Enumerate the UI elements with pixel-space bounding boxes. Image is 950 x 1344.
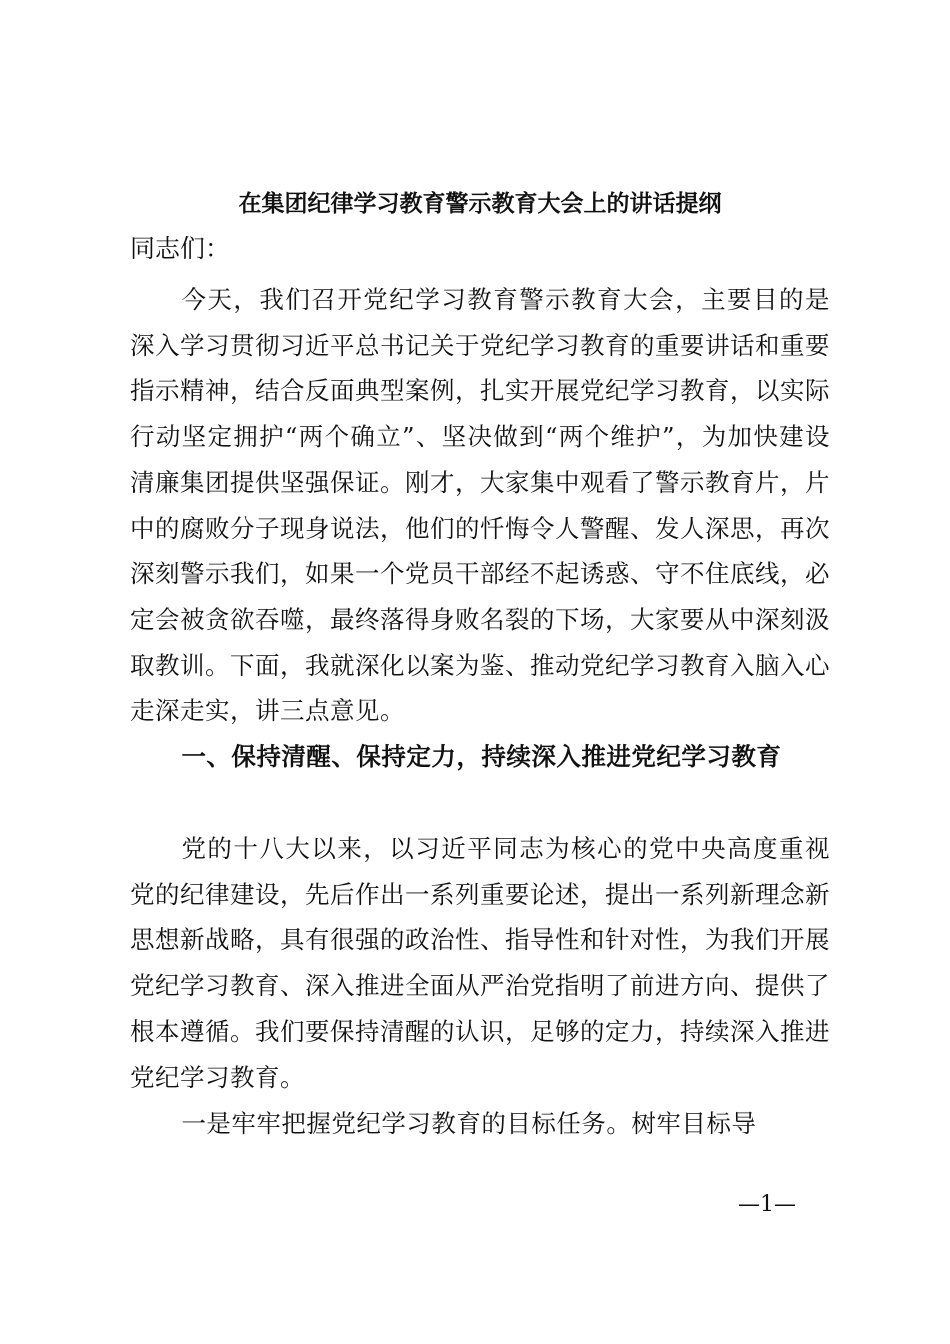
section-heading-one: 一、保持清醒、保持定力，持续深入推进党纪学习教育: [181, 742, 782, 771]
paragraph-point-one: 一是牢牢把握党纪学习教育的目标任务。树牢目标导: [181, 1109, 757, 1138]
paragraph-intro: 今天，我们召开党纪学习教育警示教育大会，主要目的是深入学习贯彻习近平总书记关于党纪学习教育的重要讲话和重要指示精神，结合反面典型案例，扎实开展党纪学习教育，以实际行动坚定拥护“两个确立”、坚决做到“两个维护”，为加快建设清廉集团提供坚强保证。刚才，大家集中观看了警示教育片，片中的腐败分子现身说法，他们的忏悔令人警醒、发人深思，再次深刻警示我们，如果一个党员干部经不起诱惑、守不住底线，必定会被贪欲吞噬，最终落得身败名裂的下场，大家要从中深刻汲取教训。下面，我就深化以案为鉴、推动党纪学习教育入脑入心走深走实，讲三点意见。: [130, 285, 830, 726]
page-number: —1—: [738, 1192, 796, 1217]
salutation: 同志们：: [130, 234, 231, 263]
paragraph-section-one: 党的十八大以来，以习近平同志为核心的党中央高度重视党的纪律建设，先后作出一系列重要论述，提出一系列新理念新思想新战略，具有很强的政治性、指导性和针对性，为我们开展党纪学习教育、深入推进全面从严治党指明了前进方向、提供了根本遵循。我们要保持清醒的认识，足够的定力，持续深入推进党纪学习教育。: [130, 834, 830, 1092]
document-title: 在集团纪律学习教育警示教育大会上的讲话提纲: [238, 190, 722, 217]
